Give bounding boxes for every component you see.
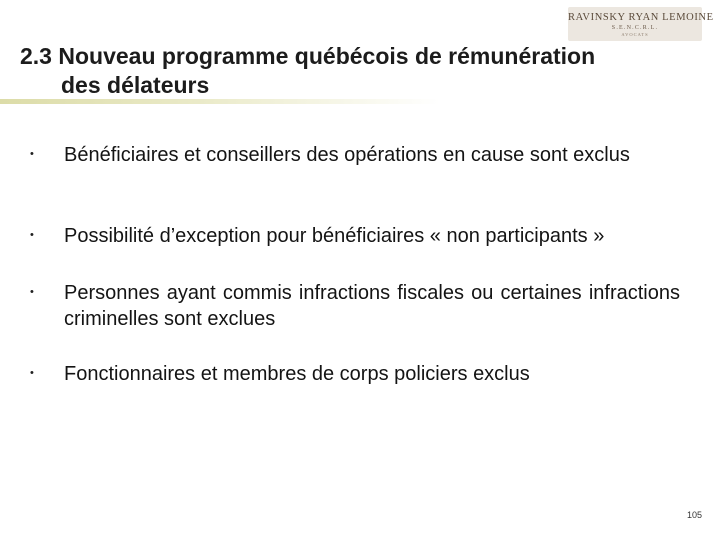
bullet-marker: • bbox=[30, 229, 34, 241]
bullet-marker: • bbox=[30, 148, 34, 160]
bullet-item-3 bbox=[30, 280, 690, 332]
slide-title-line-1: 2.3 Nouveau programme québécois de rémunération bbox=[20, 43, 596, 69]
bullet-item-2 bbox=[30, 223, 690, 249]
bullet-item-1 bbox=[30, 142, 690, 168]
bullet-marker: • bbox=[30, 286, 34, 298]
bullet-text: Possibilité d’exception pour bénéficiaires « non participants » bbox=[64, 225, 605, 247]
logo-firm-subtitle: AVOCATS bbox=[621, 32, 649, 37]
bullet-text: Bénéficiaires et conseillers des opérations en cause sont exclus bbox=[64, 144, 630, 166]
slide-title-line-2: des délateurs bbox=[61, 72, 210, 98]
bullet-item-4 bbox=[30, 361, 690, 387]
bullet-marker: • bbox=[30, 367, 34, 379]
page-number: 105 bbox=[686, 510, 702, 520]
bullet-text: Fonctionnaires et membres de corps policiers exclus bbox=[64, 363, 530, 385]
bullet-text: Personnes ayant commis infractions fiscales ou certaines infractions criminelles sont exclues bbox=[64, 282, 680, 330]
logo-firm-name: RAVINSKY RYAN LEMOINE bbox=[568, 12, 714, 23]
logo-firm-type: S.E.N.C.R.L. bbox=[611, 25, 659, 31]
